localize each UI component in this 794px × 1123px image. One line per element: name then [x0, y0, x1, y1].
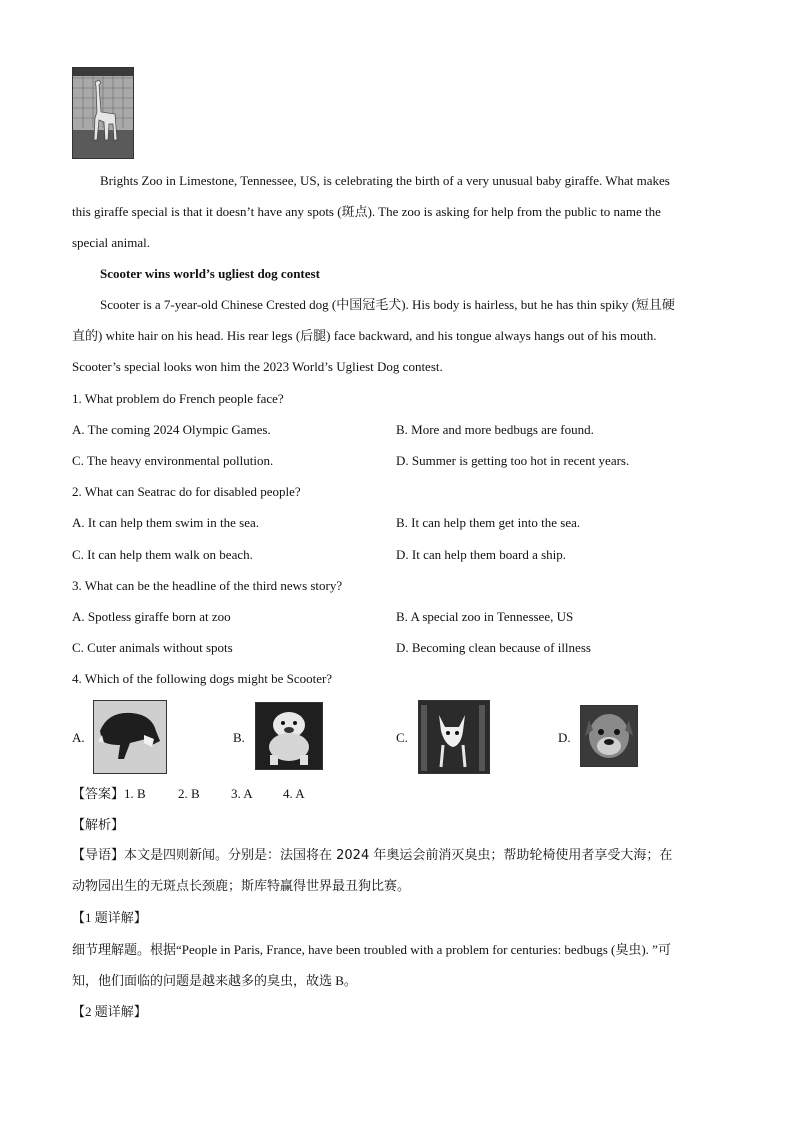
question-1-stem: 1. What problem do French people face?: [72, 391, 284, 406]
guide-line-2: 动物园出生的无斑点长颈鹿；斯库特赢得世界最丑狗比赛。: [72, 879, 411, 894]
giraffe-paragraph-line-1: Brights Zoo in Limestone, Tennessee, US, is celebrating the birth of a very unusual baby giraffe. What makes: [100, 173, 670, 188]
giraffe-paragraph-line-2: this giraffe special is that it doesn’t have any spots (斑点). The zoo is asking for help from the public to name the: [72, 204, 661, 219]
guide-line-1: 【导语】本文是四则新闻。分别是：法国将在 2024 年奥运会前消灭臭虫；帮助轮椅使用者享受大海；在: [72, 848, 673, 863]
dog-photo-b[interactable]: [255, 702, 323, 770]
question-4-stem: 4. Which of the following dogs might be Scooter?: [72, 671, 333, 686]
answers-row: [72, 786, 146, 802]
scooter-paragraph-line-2: 直的) white hair on his head. His rear legs (后腿) face backward, and his tongue always hangs out of his mouth.: [72, 328, 657, 343]
question-2-option-b[interactable]: B. It can help them get into the sea.: [396, 515, 581, 530]
scooter-paragraph-line-1: Scooter is a 7-year-old Chinese Crested dog (中国冠毛犬). His body is hairless, but he has thin spiky (短且硬: [100, 297, 675, 312]
q1-detail-line-2: 知，他们面临的问题是越来越多的臭虫，故选 B。: [72, 973, 357, 988]
giraffe-image: [73, 68, 133, 158]
answers-label: 【答案】: [72, 786, 125, 801]
giraffe-photo: [72, 67, 134, 159]
answer-3: 3. A: [231, 786, 253, 801]
answer-1: 1. B: [124, 786, 146, 801]
question-2-option-a[interactable]: A. It can help them swim in the sea.: [72, 515, 260, 530]
question-1-option-d[interactable]: D. Summer is getting too hot in recent years.: [396, 453, 630, 468]
question-3-option-d[interactable]: D. Becoming clean because of illness: [396, 640, 591, 655]
analysis-title: 【解析】: [72, 817, 125, 832]
question-4-option-a-label[interactable]: A.: [72, 730, 85, 745]
question-1-option-a[interactable]: A. The coming 2024 Olympic Games.: [72, 422, 271, 437]
question-1-option-b[interactable]: B. More and more bedbugs are found.: [396, 422, 594, 437]
boxer-dog-image: [581, 706, 637, 766]
question-2-option-d[interactable]: D. It can help them board a ship.: [396, 547, 567, 562]
scooter-headline: Scooter wins world’s ugliest dog contest: [100, 266, 320, 281]
question-2-stem: 2. What can Seatrac do for disabled people?: [72, 484, 301, 499]
question-4-option-b-label[interactable]: B.: [233, 730, 245, 745]
answer-4: 4. A: [283, 786, 305, 801]
q2-detail-title: 【2 题详解】: [72, 1004, 147, 1019]
question-3-stem: 3. What can be the headline of the third news story?: [72, 578, 343, 593]
question-3-option-b[interactable]: B. A special zoo in Tennessee, US: [396, 609, 574, 624]
q1-detail-title: 【1 题详解】: [72, 910, 147, 925]
q1-detail-line-1: 细节理解题。根据“People in Paris, France, have been troubled with a problem for centuries: bedbugs (臭虫). ”可: [72, 942, 671, 957]
hairless-dog-image: [94, 701, 166, 773]
question-2-option-c[interactable]: C. It can help them walk on beach.: [72, 547, 253, 562]
dog-photo-c[interactable]: [418, 700, 490, 774]
question-3-option-c[interactable]: C. Cuter animals without spots: [72, 640, 233, 655]
giraffe-paragraph-line-3: special animal.: [72, 235, 150, 250]
chihuahua-image: [419, 701, 489, 773]
question-1-option-c[interactable]: C. The heavy environmental pollution.: [72, 453, 274, 468]
scooter-paragraph-line-3: Scooter’s special looks won him the 2023 World’s Ugliest Dog contest.: [72, 359, 443, 374]
answer-2: 2. B: [178, 786, 200, 801]
dog-photo-d[interactable]: [580, 705, 638, 767]
question-4-option-c-label[interactable]: C.: [396, 730, 408, 745]
bulldog-image: [256, 703, 322, 769]
question-3-option-a[interactable]: A. Spotless giraffe born at zoo: [72, 609, 231, 624]
question-4-option-d-label[interactable]: D.: [558, 730, 571, 745]
dog-photo-a[interactable]: [93, 700, 167, 774]
